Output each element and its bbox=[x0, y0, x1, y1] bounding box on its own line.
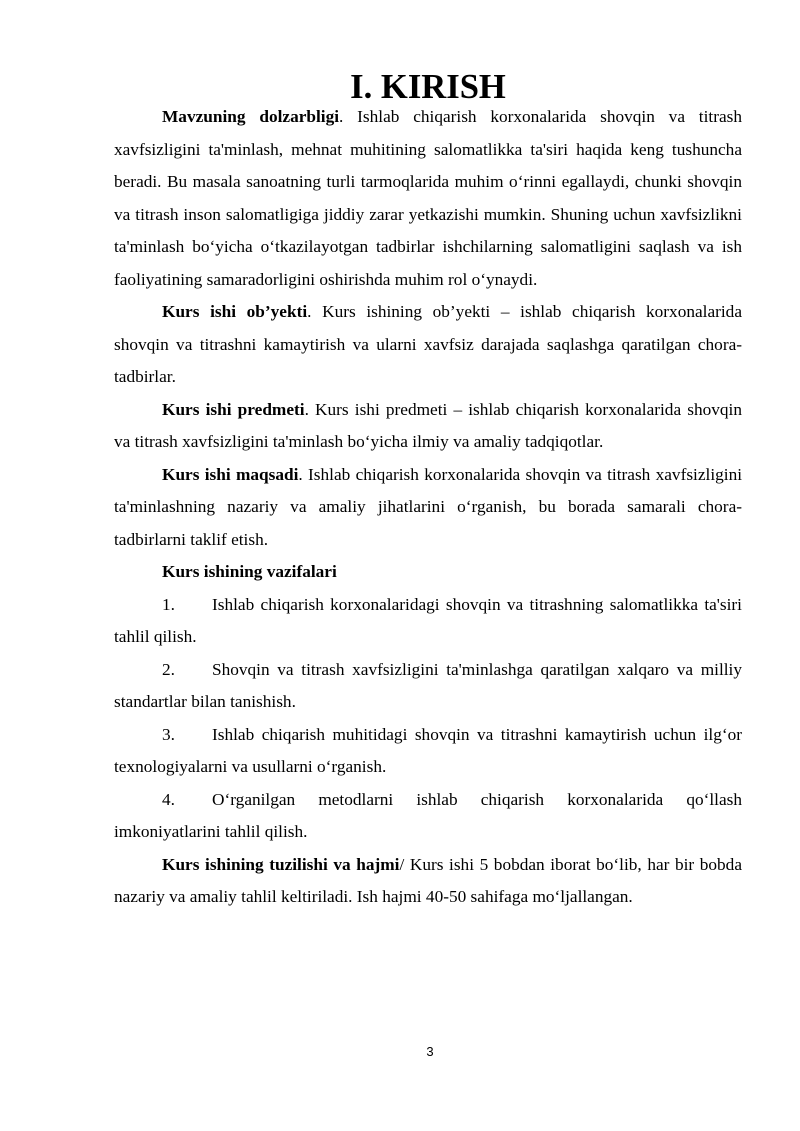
paragraph-lead: Kurs ishi ob’yekti bbox=[162, 302, 308, 321]
document-page bbox=[114, 68, 743, 914]
list-item bbox=[114, 784, 742, 849]
list-item bbox=[114, 719, 742, 784]
list-text: Shovqin va titrash xavfsizligini ta'minlashga qaratilgan xalqaro va milliy standartlar bilan tanishish. bbox=[114, 659, 742, 711]
paragraph-object bbox=[114, 296, 742, 394]
paragraph-goal bbox=[114, 459, 742, 557]
paragraph-relevance bbox=[114, 101, 742, 296]
paragraph-structure bbox=[114, 849, 742, 914]
list-text: O‘rganilgan metodlarni ishlab chiqarish korxonalarida qo‘llash imkoniyatlarini tahlil qilish. bbox=[114, 789, 742, 841]
paragraph-text: . Kurs ishining ob’yekti – ishlab chiqarish korxonalarida shovqin va titrashni kamaytirish va ularni xavfsiz darajada saqlashga qaratilgan chora-tadbirlar. bbox=[114, 302, 742, 386]
list-number: 3. bbox=[162, 724, 175, 744]
list-number: 2. bbox=[162, 659, 175, 679]
paragraph-lead: Kurs ishining tuzilishi va hajmi bbox=[162, 854, 400, 874]
paragraph-lead: Kurs ishi maqsadi bbox=[162, 464, 299, 484]
paragraph-text: . Ishlab chiqarish korxonalarida shovqin va titrash xavfsizligini ta'minlashning nazariy va amaliy jihatlarini o‘rganish, bu borada samarali chora-tadbirlarni taklif etish. bbox=[114, 464, 743, 549]
section-title: I. KIRISH bbox=[350, 68, 506, 106]
paragraph-lead: Mavzuning dolzarbligi bbox=[162, 107, 340, 126]
paragraph-text: / Kurs ishi 5 bobdan iborat bo‘lib, har bir bobda nazariy va amaliy tahlil keltiriladi. Ish hajmi 40-50 sahifaga mo‘ljallangan. bbox=[114, 854, 742, 906]
paragraph-text: . Kurs ishi predmeti – ishlab chiqarish korxonalarida shovqin va titrash xavfsizligini ta'minlash bo‘yicha ilmiy va amaliy tadqiqotlar. bbox=[114, 399, 742, 451]
paragraph-lead: Kurs ishi predmeti bbox=[162, 399, 305, 419]
tasks-heading: Kurs ishining vazifalari bbox=[162, 562, 337, 581]
page-number: 3 bbox=[426, 1044, 434, 1059]
list-text: Ishlab chiqarish korxonalaridagi shovqin va titrashning salomatlikka ta'siri tahlil qilish. bbox=[114, 594, 742, 646]
paragraph-subject bbox=[114, 394, 742, 459]
list-item bbox=[114, 589, 742, 654]
list-number: 1. bbox=[162, 594, 175, 614]
list-text: Ishlab chiqarish muhitidagi shovqin va titrashni kamaytirish uchun ilg‘or texnologiyalarni va usullarni o‘rganish. bbox=[114, 724, 742, 776]
list-number: 4. bbox=[162, 789, 175, 809]
list-item bbox=[114, 654, 742, 719]
paragraph-text: . Ishlab chiqarish korxonalarida shovqin va titrash xavfsizligini ta'minlash, mehnat muhitining salomatlikka ta'siri haqida keng tushuncha beradi. Bu masala sanoatning turli tarmoqlarida muhim o‘rinni egallaydi, chunki shovqin va titrash inson salomatligiga jiddiy zarar yetkazishi mumkin. Shuning uchun xavfsizlikni ta'minlash bo‘yicha o‘tkazilayotgan tadbirlar ishchilarning salomatligini saqlash va ish faoliyatining samaradorligini oshirishda muhim rol o‘ynaydi. bbox=[114, 107, 742, 289]
